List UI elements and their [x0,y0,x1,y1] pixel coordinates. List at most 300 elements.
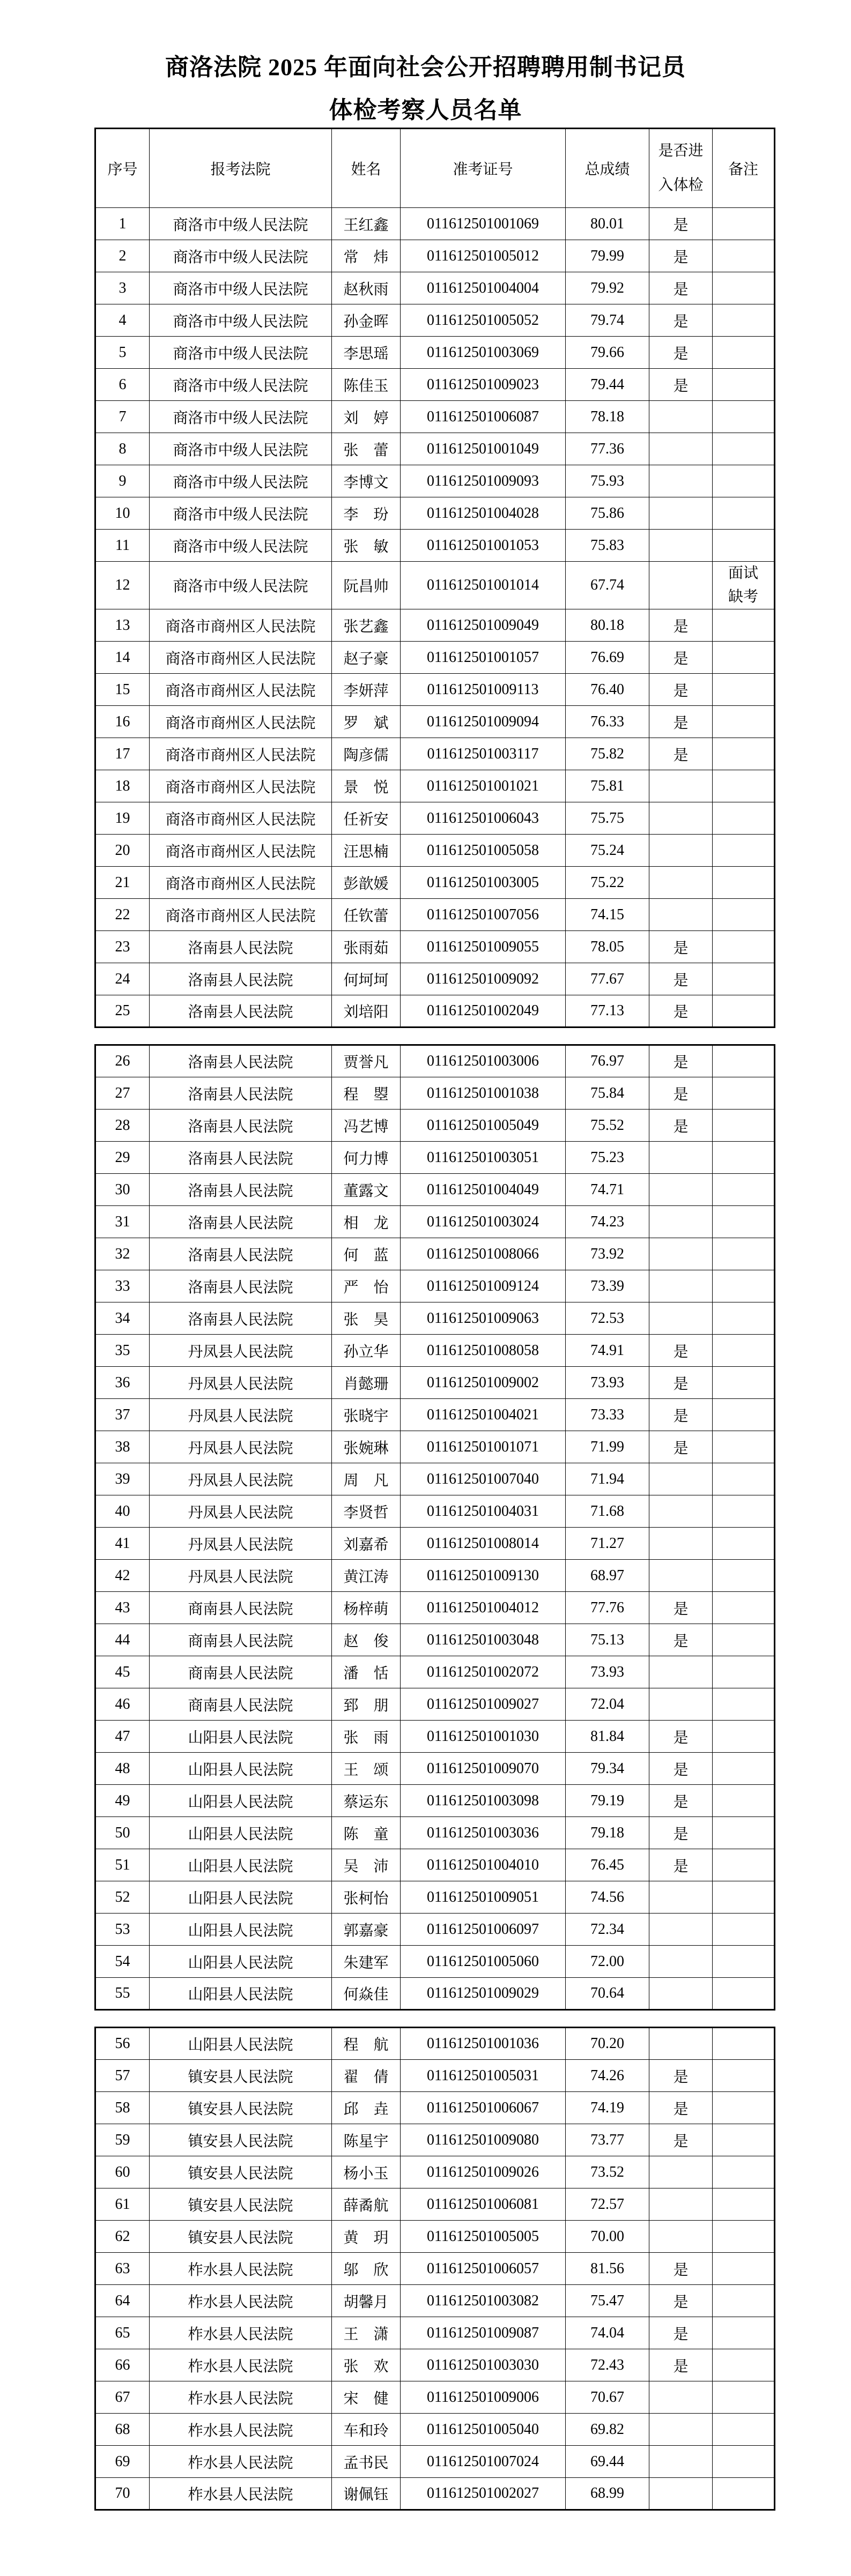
cell-remark [713,272,775,304]
cell-enter: 是 [649,208,713,240]
cell-score: 75.83 [566,530,649,562]
cell-court: 商南县人民法院 [150,1624,332,1656]
cell-enter: 是 [649,2060,713,2092]
cell-seq: 50 [95,1817,150,1849]
cell-seq: 58 [95,2092,150,2124]
cell-enter: 是 [649,2317,713,2349]
cell-seq: 40 [95,1495,150,1528]
cell-remark [713,2446,775,2478]
header-row [95,129,775,208]
cell-remark [713,2381,775,2414]
cell-enter [649,1495,713,1528]
cell-score: 70.20 [566,2028,649,2060]
cell-name: 王 潇 [332,2317,401,2349]
cell-name: 阮昌帅 [332,562,401,609]
cell-enter [649,867,713,899]
cell-name: 李博文 [332,465,401,497]
cell-score: 79.19 [566,1785,649,1817]
table-row [95,963,775,995]
table-row [95,497,775,530]
cell-remark [713,738,775,770]
cell-remark [713,1624,775,1656]
cell-name: 邬 欣 [332,2253,401,2285]
cell-ticket: 011612501001071 [401,1431,566,1463]
cell-ticket: 011612501003048 [401,1624,566,1656]
cell-name: 刘培阳 [332,995,401,1028]
cell-name: 何力博 [332,1142,401,1174]
table-row [95,2285,775,2317]
cell-remark [713,2156,775,2188]
cell-ticket: 011612501009092 [401,963,566,995]
cell-seq: 15 [95,674,150,706]
cell-court: 山阳县人民法院 [150,1721,332,1753]
cell-name: 任钦蕾 [332,899,401,931]
cell-name: 杨梓萌 [332,1592,401,1624]
cell-enter [649,1463,713,1495]
cell-seq: 9 [95,465,150,497]
cell-court: 商洛市中级人民法院 [150,369,332,401]
cell-enter [649,1206,713,1238]
cell-remark [713,899,775,931]
cell-seq: 68 [95,2414,150,2446]
cell-seq: 42 [95,1560,150,1592]
cell-enter [649,465,713,497]
cell-remark [713,530,775,562]
cell-enter: 是 [649,1367,713,1399]
cell-seq: 49 [95,1785,150,1817]
cell-court: 洛南县人民法院 [150,1238,332,1270]
cell-name: 刘 婷 [332,401,401,433]
cell-remark [713,1206,775,1238]
cell-enter [649,1560,713,1592]
table-row [95,706,775,738]
cell-name: 翟 倩 [332,2060,401,2092]
table-row [95,1142,775,1174]
table-row [95,2349,775,2381]
cell-name: 贾誉凡 [332,1045,401,1077]
cell-court: 丹凤县人民法院 [150,1560,332,1592]
cell-score: 70.67 [566,2381,649,2414]
cell-remark [713,1302,775,1335]
cell-enter: 是 [649,1110,713,1142]
cell-score: 78.18 [566,401,649,433]
cell-ticket: 011612501004021 [401,1399,566,1431]
cell-score: 75.52 [566,1110,649,1142]
cell-name: 孙立华 [332,1335,401,1367]
cell-score: 74.23 [566,1206,649,1238]
cell-remark [713,1110,775,1142]
cell-name: 邱 垚 [332,2092,401,2124]
cell-remark [713,2253,775,2285]
cell-enter [649,1302,713,1335]
cell-ticket: 011612501006043 [401,802,566,835]
remark-text: 面试缺考 [728,565,758,605]
cell-ticket: 011612501009049 [401,609,566,642]
cell-court: 丹凤县人民法院 [150,1528,332,1560]
cell-score: 68.99 [566,2478,649,2510]
cell-score: 73.39 [566,1270,649,1302]
cell-court: 商南县人民法院 [150,1688,332,1721]
cell-score: 75.13 [566,1624,649,1656]
cell-score: 74.71 [566,1174,649,1206]
cell-name: 何焱佳 [332,1978,401,2010]
cell-remark [713,1463,775,1495]
table-row [95,1463,775,1495]
cell-enter: 是 [649,2253,713,2285]
cell-ticket: 011612501002072 [401,1656,566,1688]
cell-court: 丹凤县人民法院 [150,1495,332,1528]
cell-ticket: 011612501001057 [401,642,566,674]
cell-seq: 66 [95,2349,150,2381]
cell-seq: 3 [95,272,150,304]
table-row [95,995,775,1028]
cell-name: 陈佳玉 [332,369,401,401]
cell-enter: 是 [649,706,713,738]
cell-seq: 43 [95,1592,150,1624]
table-row [95,1753,775,1785]
cell-enter: 是 [649,738,713,770]
cell-court: 山阳县人民法院 [150,2028,332,2060]
cell-court: 商洛市商州区人民法院 [150,802,332,835]
table-row [95,304,775,337]
cell-remark [713,1592,775,1624]
cell-seq: 22 [95,899,150,931]
cell-remark [713,465,775,497]
cell-remark [713,1399,775,1431]
cell-seq: 30 [95,1174,150,1206]
table-row [95,2124,775,2156]
header-name: 姓名 [332,129,401,208]
cell-ticket: 011612501003036 [401,1817,566,1849]
cell-seq: 19 [95,802,150,835]
cell-remark [713,2092,775,2124]
cell-remark [713,867,775,899]
table-row [95,835,775,867]
cell-remark [713,1045,775,1077]
cell-court: 商洛市中级人民法院 [150,337,332,369]
cell-seq: 25 [95,995,150,1028]
cell-name: 张 雨 [332,1721,401,1753]
table-row [95,1110,775,1142]
cell-ticket: 011612501004004 [401,272,566,304]
cell-ticket: 011612501005058 [401,835,566,867]
table-row [95,642,775,674]
candidates-table-chunk-1 [94,128,775,1028]
cell-ticket: 011612501009093 [401,465,566,497]
cell-enter: 是 [649,1721,713,1753]
cell-seq: 24 [95,963,150,995]
cell-court: 柞水县人民法院 [150,2317,332,2349]
cell-court: 商洛市商州区人民法院 [150,899,332,931]
cell-score: 67.74 [566,562,649,609]
cell-seq: 53 [95,1914,150,1946]
cell-court: 商洛市中级人民法院 [150,304,332,337]
cell-enter [649,1238,713,1270]
cell-seq: 31 [95,1206,150,1238]
cell-score: 79.18 [566,1817,649,1849]
cell-seq: 35 [95,1335,150,1367]
table-row [95,674,775,706]
cell-name: 陶彦儒 [332,738,401,770]
cell-court: 山阳县人民法院 [150,1785,332,1817]
cell-seq: 46 [95,1688,150,1721]
cell-seq: 57 [95,2060,150,2092]
table-row [95,2060,775,2092]
cell-score: 71.68 [566,1495,649,1528]
cell-ticket: 011612501009026 [401,2156,566,2188]
cell-court: 柞水县人民法院 [150,2414,332,2446]
cell-ticket: 011612501003006 [401,1045,566,1077]
cell-ticket: 011612501004010 [401,1849,566,1881]
cell-score: 76.33 [566,706,649,738]
cell-score: 79.74 [566,304,649,337]
cell-score: 70.64 [566,1978,649,2010]
cell-enter [649,2221,713,2253]
cell-seq: 26 [95,1045,150,1077]
table-row [95,465,775,497]
cell-ticket: 011612501009094 [401,706,566,738]
cell-remark [713,240,775,272]
cell-remark [713,2478,775,2510]
cell-name: 郅 朋 [332,1688,401,1721]
cell-seq: 2 [95,240,150,272]
cell-remark [713,2221,775,2253]
cell-remark [713,1688,775,1721]
cell-enter [649,1528,713,1560]
cell-seq: 47 [95,1721,150,1753]
cell-ticket: 011612501009130 [401,1560,566,1592]
cell-seq: 52 [95,1881,150,1914]
cell-ticket: 011612501008058 [401,1335,566,1367]
cell-remark [713,1335,775,1367]
cell-name: 张雨茹 [332,931,401,963]
cell-score: 71.27 [566,1528,649,1560]
table-row [95,1431,775,1463]
cell-name: 黄江涛 [332,1560,401,1592]
cell-court: 柞水县人民法院 [150,2446,332,2478]
cell-score: 75.75 [566,802,649,835]
cell-court: 洛南县人民法院 [150,995,332,1028]
table-row [95,1270,775,1302]
cell-ticket: 011612501005060 [401,1946,566,1978]
cell-score: 79.99 [566,240,649,272]
cell-name: 程 曌 [332,1077,401,1110]
cell-score: 75.84 [566,1077,649,1110]
cell-seq: 56 [95,2028,150,2060]
table-row [95,2446,775,2478]
cell-score: 79.44 [566,369,649,401]
cell-enter: 是 [649,1785,713,1817]
table-row [95,1914,775,1946]
cell-enter: 是 [649,609,713,642]
cell-remark [713,706,775,738]
cell-enter: 是 [649,2285,713,2317]
cell-court: 商南县人民法院 [150,1656,332,1688]
cell-seq: 64 [95,2285,150,2317]
cell-enter [649,2028,713,2060]
cell-court: 山阳县人民法院 [150,1849,332,1881]
cell-court: 商洛市商州区人民法院 [150,738,332,770]
table-row [95,1206,775,1238]
cell-ticket: 011612501009023 [401,369,566,401]
cell-seq: 8 [95,433,150,465]
cell-seq: 6 [95,369,150,401]
cell-enter [649,2446,713,2478]
cell-court: 丹凤县人民法院 [150,1463,332,1495]
cell-seq: 51 [95,1849,150,1881]
cell-seq: 17 [95,738,150,770]
cell-enter: 是 [649,1849,713,1881]
cell-enter [649,433,713,465]
cell-enter: 是 [649,272,713,304]
candidates-table-chunk-2 [94,1044,775,2011]
cell-name: 张晓宇 [332,1399,401,1431]
table-row [95,2188,775,2221]
cell-remark [713,1174,775,1206]
table-row [95,2092,775,2124]
cell-score: 75.93 [566,465,649,497]
cell-ticket: 011612501006097 [401,1914,566,1946]
cell-score: 72.43 [566,2349,649,2381]
cell-ticket: 011612501003051 [401,1142,566,1174]
cell-enter: 是 [649,240,713,272]
cell-name: 王红鑫 [332,208,401,240]
cell-remark [713,995,775,1028]
table-row [95,2381,775,2414]
cell-score: 73.92 [566,1238,649,1270]
table-row [95,931,775,963]
cell-enter [649,401,713,433]
cell-ticket: 011612501009051 [401,1881,566,1914]
cell-seq: 7 [95,401,150,433]
cell-name: 孟书民 [332,2446,401,2478]
cell-court: 商洛市商州区人民法院 [150,770,332,802]
cell-ticket: 011612501007040 [401,1463,566,1495]
cell-court: 山阳县人民法院 [150,1817,332,1849]
cell-court: 洛南县人民法院 [150,1045,332,1077]
cell-seq: 69 [95,2446,150,2478]
cell-name: 王 颂 [332,1753,401,1785]
cell-court: 商洛市中级人民法院 [150,562,332,609]
cell-enter: 是 [649,1431,713,1463]
cell-court: 柞水县人民法院 [150,2381,332,2414]
cell-seq: 44 [95,1624,150,1656]
cell-score: 72.34 [566,1914,649,1946]
cell-remark [713,304,775,337]
header-court: 报考法院 [150,129,332,208]
cell-score: 81.56 [566,2253,649,2285]
cell-name: 张 欢 [332,2349,401,2381]
cell-ticket: 011612501004049 [401,1174,566,1206]
cell-court: 商洛市商州区人民法院 [150,674,332,706]
cell-score: 76.97 [566,1045,649,1077]
cell-ticket: 011612501008066 [401,1238,566,1270]
cell-score: 71.99 [566,1431,649,1463]
cell-seq: 37 [95,1399,150,1431]
cell-remark [713,2349,775,2381]
cell-name: 张 蕾 [332,433,401,465]
cell-court: 山阳县人民法院 [150,1946,332,1978]
cell-enter [649,1946,713,1978]
cell-ticket: 011612501008014 [401,1528,566,1560]
table-row [95,1978,775,2010]
cell-ticket: 011612501001021 [401,770,566,802]
cell-seq: 29 [95,1142,150,1174]
cell-court: 商洛市中级人民法院 [150,497,332,530]
cell-court: 洛南县人民法院 [150,963,332,995]
cell-seq: 10 [95,497,150,530]
cell-enter: 是 [649,995,713,1028]
table-row [95,1721,775,1753]
cell-enter [649,1142,713,1174]
cell-remark [713,642,775,674]
cell-enter [649,530,713,562]
cell-remark [713,1753,775,1785]
cell-ticket: 011612501009087 [401,2317,566,2349]
table-row [95,1399,775,1431]
cell-remark [713,1817,775,1849]
cell-seq: 67 [95,2381,150,2414]
cell-ticket: 011612501003098 [401,1785,566,1817]
cell-enter [649,562,713,609]
table-row [95,609,775,642]
cell-seq: 28 [95,1110,150,1142]
cell-remark [713,674,775,706]
cell-score: 72.53 [566,1302,649,1335]
cell-remark [713,802,775,835]
header-seq: 序号 [95,129,150,208]
cell-score: 77.67 [566,963,649,995]
cell-remark [713,1142,775,1174]
cell-remark [713,1077,775,1110]
cell-seq: 63 [95,2253,150,2285]
cell-court: 山阳县人民法院 [150,1753,332,1785]
cell-court: 商洛市中级人民法院 [150,465,332,497]
cell-score: 74.56 [566,1881,649,1914]
cell-score: 74.26 [566,2060,649,2092]
cell-seq: 62 [95,2221,150,2253]
cell-seq: 12 [95,562,150,609]
cell-remark [713,963,775,995]
cell-score: 75.47 [566,2285,649,2317]
cell-seq: 23 [95,931,150,963]
cell-remark [713,931,775,963]
cell-enter: 是 [649,369,713,401]
cell-name: 朱建军 [332,1946,401,1978]
cell-remark [713,1270,775,1302]
cell-seq: 4 [95,304,150,337]
cell-remark [713,369,775,401]
header-enter [649,129,713,208]
cell-remark [713,497,775,530]
cell-court: 商洛市中级人民法院 [150,208,332,240]
cell-ticket: 011612501006067 [401,2092,566,2124]
cell-seq: 11 [95,530,150,562]
table-row [95,2317,775,2349]
cell-court: 洛南县人民法院 [150,1174,332,1206]
cell-seq: 36 [95,1367,150,1399]
table-row [95,562,775,609]
cell-name: 冯艺博 [332,1110,401,1142]
cell-seq: 27 [95,1077,150,1110]
cell-court: 商洛市商州区人民法院 [150,642,332,674]
header-remark: 备注 [713,129,775,208]
cell-name: 罗 斌 [332,706,401,738]
table-row [95,1560,775,1592]
cell-seq: 33 [95,1270,150,1302]
table-row [95,433,775,465]
cell-seq: 20 [95,835,150,867]
